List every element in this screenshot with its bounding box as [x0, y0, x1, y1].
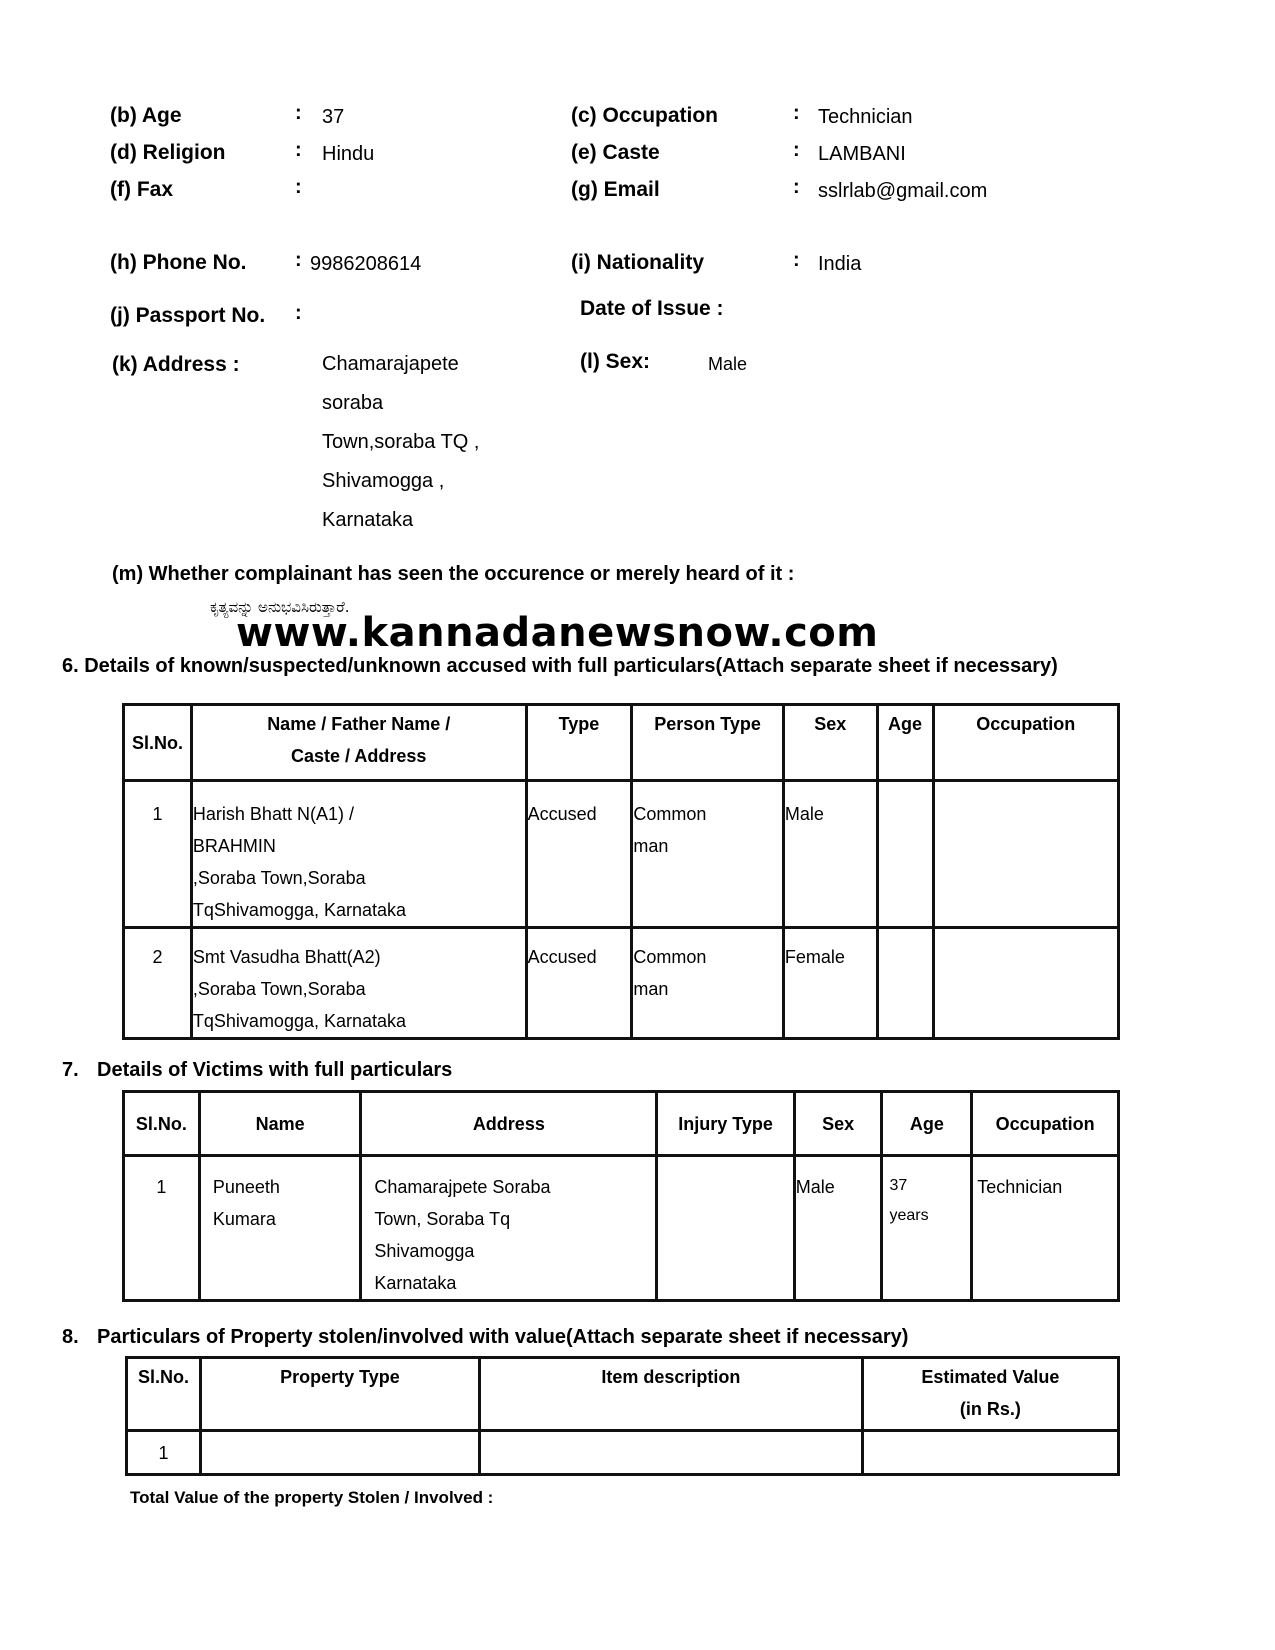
name-line: ,Soraba Town,Soraba — [192, 868, 366, 888]
header-property-type: Property Type — [200, 1358, 479, 1431]
address-line: Town,soraba TQ , — [322, 431, 480, 453]
cell-type: Accused — [526, 928, 632, 1039]
occupation-label: (c) Occupation — [571, 104, 719, 127]
header-occupation: Occupation — [933, 705, 1119, 781]
person-type-line: Common — [633, 947, 707, 967]
header-injury-type: Injury Type — [657, 1092, 794, 1156]
cell-slno: 2 — [124, 928, 192, 1039]
religion-label: (d) Religion — [110, 141, 226, 164]
cell-slno: 1 — [124, 1156, 200, 1301]
sex-value: Male — [708, 354, 748, 374]
email-label: (g) Email — [571, 178, 660, 201]
header-name-line1: Name / Father Name / — [267, 714, 451, 734]
name-line: Harish Bhatt N(A1) / — [192, 804, 354, 824]
occupation-value: Technician — [818, 106, 913, 128]
cell-estimated-value — [862, 1431, 1118, 1475]
age-line: 37 — [889, 1177, 908, 1194]
colon: : — [793, 176, 800, 198]
property-section-number: 8. — [62, 1326, 79, 1348]
victims-section-number: 7. — [62, 1059, 79, 1081]
accused-table — [122, 703, 1120, 1040]
colon: : — [793, 249, 800, 271]
cell-age — [882, 1156, 972, 1301]
header-slno: Sl.No. — [124, 705, 192, 781]
cell-person-type — [632, 928, 784, 1039]
header-occupation: Occupation — [972, 1092, 1119, 1156]
table-row — [127, 1431, 1119, 1475]
accused-header-row — [124, 705, 1119, 781]
header-estimated-value-line2: (in Rs.) — [959, 1399, 1021, 1419]
header-type: Type — [526, 705, 632, 781]
property-section-title: Particulars of Property stolen/involved with value(Attach separate sheet if necessary) — [97, 1326, 909, 1348]
address-line: Chamarajpete Soraba — [374, 1177, 551, 1197]
name-line: TqShivamogga, Karnataka — [192, 1011, 407, 1031]
header-age: Age — [877, 705, 933, 781]
occurrence-question: (m) Whether complainant has seen the occurence or merely heard of it : — [112, 563, 795, 585]
property-header-row — [127, 1358, 1119, 1431]
cell-property-type — [200, 1431, 479, 1475]
address-line: Shivamogga — [374, 1241, 475, 1261]
address-line: soraba — [322, 392, 384, 414]
header-name: Name — [199, 1092, 361, 1156]
person-type-line: man — [633, 836, 669, 856]
header-estimated-value — [862, 1358, 1118, 1431]
header-age: Age — [882, 1092, 972, 1156]
cell-item-description — [480, 1431, 863, 1475]
age-value: 37 — [322, 106, 345, 128]
name-line: Puneeth — [212, 1177, 280, 1197]
cell-injury-type — [657, 1156, 794, 1301]
address-label: (k) Address : — [112, 353, 240, 376]
cell-occupation — [933, 928, 1119, 1039]
nationality-value: India — [818, 253, 862, 275]
header-name — [191, 705, 526, 781]
colon: : — [793, 102, 800, 124]
name-line: BRAHMIN — [192, 836, 276, 856]
email-value: sslrlab@gmail.com — [818, 180, 988, 202]
table-row — [124, 1156, 1119, 1301]
header-sex: Sex — [794, 1092, 882, 1156]
header-estimated-value-line1: Estimated Value — [921, 1367, 1060, 1387]
person-type-line: Common — [633, 804, 707, 824]
phone-value: 9986208614 — [310, 253, 422, 275]
watermark: www.kannadanewsnow.com — [236, 610, 879, 656]
colon: : — [295, 102, 302, 124]
occurrence-answer: ಕೃತ್ಯವನ್ನು ಅನುಭವಿಸಿರುತ್ತಾರೆ. — [210, 598, 350, 616]
cell-occupation — [933, 781, 1119, 928]
cell-sex: Male — [794, 1156, 882, 1301]
age-line: years — [889, 1207, 929, 1224]
address-line: Chamarajapete — [322, 353, 459, 375]
person-type-line: man — [633, 979, 669, 999]
cell-name — [199, 1156, 361, 1301]
date-of-issue-label: Date of Issue : — [580, 297, 724, 320]
cell-address — [361, 1156, 657, 1301]
accused-section-title: 6. Details of known/suspected/unknown accused with full particulars(Attach separate sheet if necessary) — [62, 655, 1058, 677]
cell-sex: Female — [783, 928, 877, 1039]
caste-label: (e) Caste — [571, 141, 660, 164]
cell-age — [877, 928, 933, 1039]
header-slno: Sl.No. — [127, 1358, 201, 1431]
cell-sex: Male — [783, 781, 877, 928]
religion-value: Hindu — [322, 143, 375, 165]
colon: : — [295, 302, 302, 324]
passport-label: (j) Passport No. — [110, 304, 266, 327]
name-line: TqShivamogga, Karnataka — [192, 900, 407, 920]
caste-value: LAMBANI — [818, 143, 906, 165]
header-person-type: Person Type — [632, 705, 784, 781]
address-line: Karnataka — [322, 509, 414, 531]
nationality-label: (i) Nationality — [571, 251, 705, 274]
victims-section-title: Details of Victims with full particulars — [97, 1059, 453, 1081]
header-sex: Sex — [783, 705, 877, 781]
cell-occupation: Technician — [972, 1156, 1119, 1301]
cell-name — [191, 928, 526, 1039]
header-name-line2: Caste / Address — [291, 746, 427, 766]
colon: : — [295, 139, 302, 161]
cell-type: Accused — [526, 781, 632, 928]
cell-slno: 1 — [124, 781, 192, 928]
cell-age — [877, 781, 933, 928]
address-line: Karnataka — [374, 1273, 457, 1293]
cell-slno: 1 — [127, 1431, 201, 1475]
table-row — [124, 928, 1119, 1039]
phone-label: (h) Phone No. — [110, 251, 247, 274]
name-line: Smt Vasudha Bhatt(A2) — [192, 947, 381, 967]
colon: : — [793, 139, 800, 161]
age-label: (b) Age — [110, 104, 182, 127]
address-line: Shivamogga , — [322, 470, 445, 492]
name-line: ,Soraba Town,Soraba — [192, 979, 366, 999]
address-line: Town, Soraba Tq — [374, 1209, 511, 1229]
property-table — [125, 1356, 1120, 1476]
cell-person-type — [632, 781, 784, 928]
header-slno: Sl.No. — [124, 1092, 200, 1156]
property-total-label: Total Value of the property Stolen / Involved : — [130, 1488, 494, 1507]
fax-label: (f) Fax — [110, 178, 173, 201]
sex-label: (l) Sex: — [580, 350, 651, 373]
header-address: Address — [361, 1092, 657, 1156]
name-line: Kumara — [212, 1209, 276, 1229]
colon: : — [295, 249, 302, 271]
cell-name — [191, 781, 526, 928]
table-row — [124, 781, 1119, 928]
victims-table — [122, 1090, 1120, 1302]
header-item-description: Item description — [480, 1358, 863, 1431]
colon: : — [295, 176, 302, 198]
victims-header-row — [124, 1092, 1119, 1156]
